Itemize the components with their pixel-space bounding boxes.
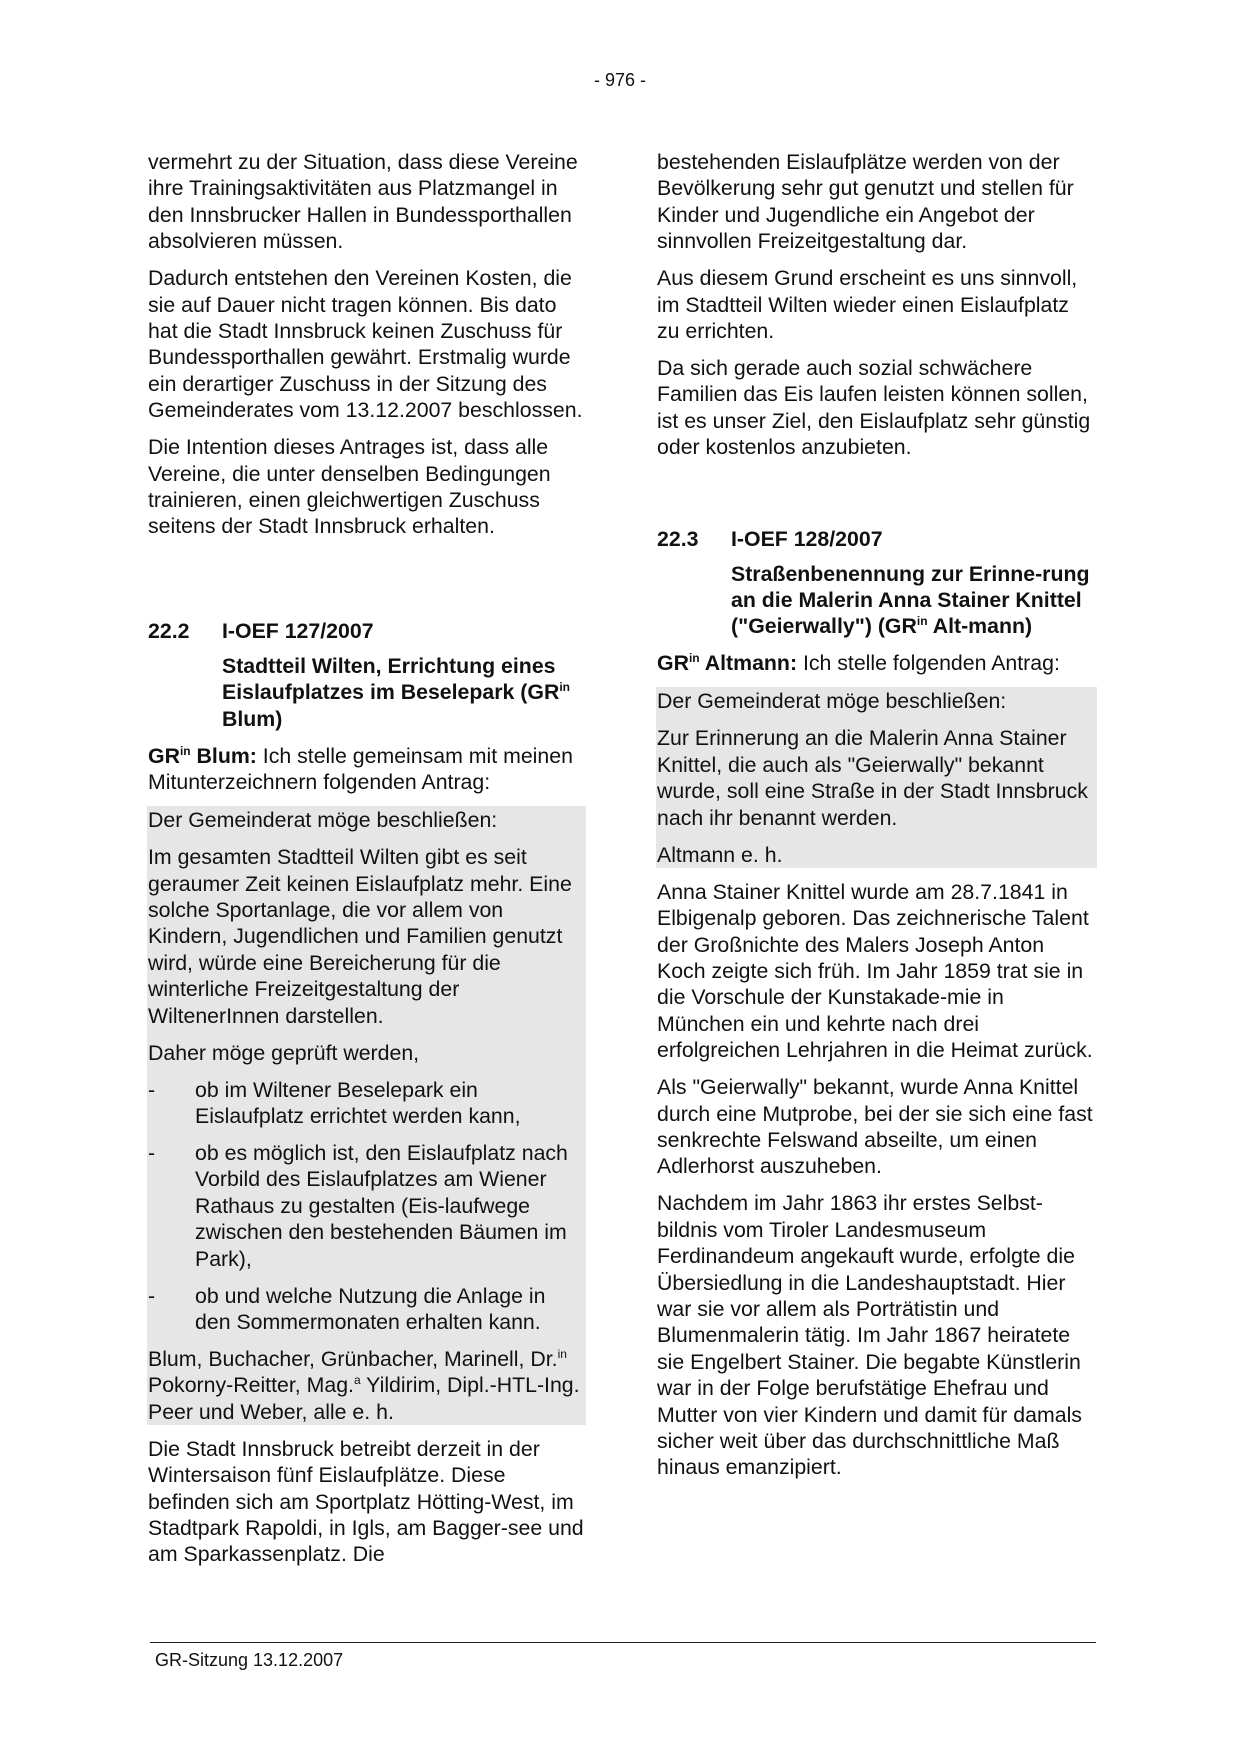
superscript: in (557, 1346, 567, 1361)
speaker-name: Blum: (190, 743, 257, 768)
paragraph: Aus diesem Grund erscheint es uns sinnvoll, im Stadtteil Wilten wieder einen Eislaufplatz zu errichten. (657, 266, 1078, 344)
bullet-dash: - (148, 1283, 156, 1308)
spacer (657, 471, 1097, 526)
bullet-dash: - (148, 1140, 156, 1165)
page-number: - 976 - (593, 70, 647, 90)
section-number: 22.2 (148, 619, 190, 644)
signatories-part-a: Blum, Buchacher, Grünbacher, Marinell, Dr. (148, 1346, 558, 1371)
motion-check-intro: Daher möge geprüft werden, (148, 1040, 420, 1065)
section-title-text: Stadtteil Wilten, Errichtung eines Eislaufplatzes im Beselepark (GR (222, 653, 560, 705)
paragraph: Anna Stainer Knittel wurde am 28.7.1841 in Elbigenalp geboren. Das zeichnerische Talent der Großnichte des Malers Joseph Anton Koch zeigte sich früh. Im Jahr 1859 trat sie in die Vorschule der Kunstakade-mie in München ein und kehrte nach drei erfolgreichen Lehrjahren in die Heimat zurück. (657, 879, 1093, 1063)
section-code: I-OEF 128/2007 (731, 527, 883, 552)
signatories: Altmann e. h. (657, 842, 783, 867)
bullet-dash: - (148, 1077, 156, 1102)
superscript: in (916, 614, 928, 629)
motion-box (656, 687, 1097, 868)
motion-box (147, 806, 586, 1425)
superscript: in (688, 651, 700, 666)
signatories (148, 1346, 586, 1425)
motion-header: Der Gemeinderat möge beschließen: (148, 808, 498, 833)
motion-intro (148, 743, 586, 796)
section-number: 22.3 (657, 527, 699, 552)
paragraph: Nachdem im Jahr 1863 ihr erstes Selbst-bildnis vom Tiroler Landesmuseum Ferdinandeum angekauft wurde, erfolgte die Übersiedlung in die Landeshauptstadt. Hier war sie vor allem als Porträtistin und Blumenmalerin tätig. Im Jahr 1867 heiratete sie Engelbert Stainer. Die begabte Künstlerin war in der Folge berufstätige Ehefrau und Mutter von vier Kindern und damit für damals sicher weit über das durchschnittliche Maß hinaus emanzipiert. (657, 1191, 1082, 1480)
list-item (148, 1283, 586, 1336)
paragraph: Da sich gerade auch sozial schwächere Familien das Eis laufen leisten können sollen, ist es unser Ziel, den Eislaufplatz sehr günstig oder kostenlos anzubieten. (657, 356, 1091, 460)
footer-divider (150, 1642, 1096, 1643)
motion-body: Zur Erinnerung an die Malerin Anna Stainer Knittel, die auch als "Geierwally" bekannt wurde, soll eine Straße in der Stadt Innsbruck nach ihr benannt werden. (657, 726, 1088, 830)
list-item-text: ob im Wiltener Beselepark ein Eislaufplatz errichtet werden kann, (195, 1077, 521, 1128)
motion-intro (657, 650, 1097, 676)
footer-text: GR-Sitzung 13.12.2007 (155, 1650, 344, 1670)
section-code: I-OEF 127/2007 (222, 619, 374, 644)
superscript: in (559, 680, 571, 695)
list-item-text: ob es möglich ist, den Eislaufplatz nach Vorbild des Eislaufplatzes am Wiener Rathaus zu gestalten (Eis-laufwege zwischen den bestehenden Bäumen im Park), (195, 1140, 568, 1271)
motion-body: Im gesamten Stadtteil Wilten gibt es seit geraumer Zeit keinen Eislaufplatz mehr. Eine solche Sportanlage, die vor allem von Kindern, Jugendlichen und Familien genutzt wird, würde eine Bereicherung für die winterliche Freizeitgestaltung der WiltenerInnen darstellen. (148, 845, 572, 1028)
superscript: a (353, 1373, 361, 1388)
section-title-end: Alt-mann) (927, 614, 1033, 639)
section-title-end: Blum) (222, 706, 283, 731)
paragraph: Die Stadt Innsbruck betreibt derzeit in der Wintersaison fünf Eislaufplätze. Diese befinden sich am Sportplatz Hötting-West, im Stadtpark Rapoldi, in Igls, am Bagger-see und am Sparkassenplatz. Die (148, 1436, 584, 1567)
list-item (148, 1140, 586, 1272)
section-title (731, 561, 1097, 640)
section-title (222, 653, 586, 732)
motion-header: Der Gemeinderat möge beschließen: (657, 689, 1007, 714)
speaker-label: GR (148, 743, 180, 768)
section-title-text: Straßenbenennung zur Erinne-rung an die Malerin Anna Stainer Knittel ("Geierwally") (GR (731, 561, 1090, 639)
paragraph: Als "Geierwally" bekannt, wurde Anna Knittel durch eine Mutprobe, bei der sie sich eine fast senkrechte Felswand abseilte, um einen Adlerhorst auszuheben. (657, 1075, 1093, 1179)
section-heading-22-3 (657, 526, 1097, 552)
speaker-label: GR (657, 651, 689, 676)
paragraph: vermehrt zu der Situation, dass diese Vereine ihre Trainingsaktivitäten aus Platzmangel in den Innsbrucker Hallen in Bundessporthallen absolvieren müssen. (148, 150, 578, 254)
signatories-part-b: Pokorny-Reitter, Mag. (148, 1373, 354, 1398)
list-item-text: ob und welche Nutzung die Anlage in den Sommermonaten erhalten kann. (195, 1283, 546, 1334)
intro-text: Ich stelle gemeinsam mit meinen Mitunterzeichnern folgenden Antrag: (148, 743, 573, 795)
paragraph: bestehenden Eislaufplätze werden von der Bevölkerung sehr gut genutzt und stellen für Kinder und Jugendliche ein Angebot der sinnvollen Freizeitgestaltung dar. (657, 150, 1074, 254)
right-column (657, 149, 1097, 1491)
signatories-part-c: Yildirim, Dipl.-HTL-Ing. Peer und Weber, alle e. h. (148, 1373, 580, 1424)
paragraph: Die Intention dieses Antrages ist, dass alle Vereine, die unter denselben Bedingungen trainieren, einen gleichwertigen Zuschuss seitens der Stadt Innsbruck erhalten. (148, 435, 551, 539)
section-heading-22-2 (148, 618, 586, 644)
left-column (148, 149, 586, 1578)
superscript: in (179, 743, 191, 758)
intro-text: Ich stelle folgenden Antrag: (797, 651, 1060, 676)
paragraph: Dadurch entstehen den Vereinen Kosten, die sie auf Dauer nicht tragen können. Bis dato hat die Stadt Innsbruck keinen Zuschuss für Bundessporthallen gewährt. Erstmalig wurde ein derartiger Zuschuss in der Sitzung des Gemeinderates vom 13.12.2007 beschlossen. (148, 266, 583, 423)
list-item (148, 1077, 586, 1130)
spacer (148, 550, 586, 618)
speaker-name: Altmann: (699, 651, 798, 676)
